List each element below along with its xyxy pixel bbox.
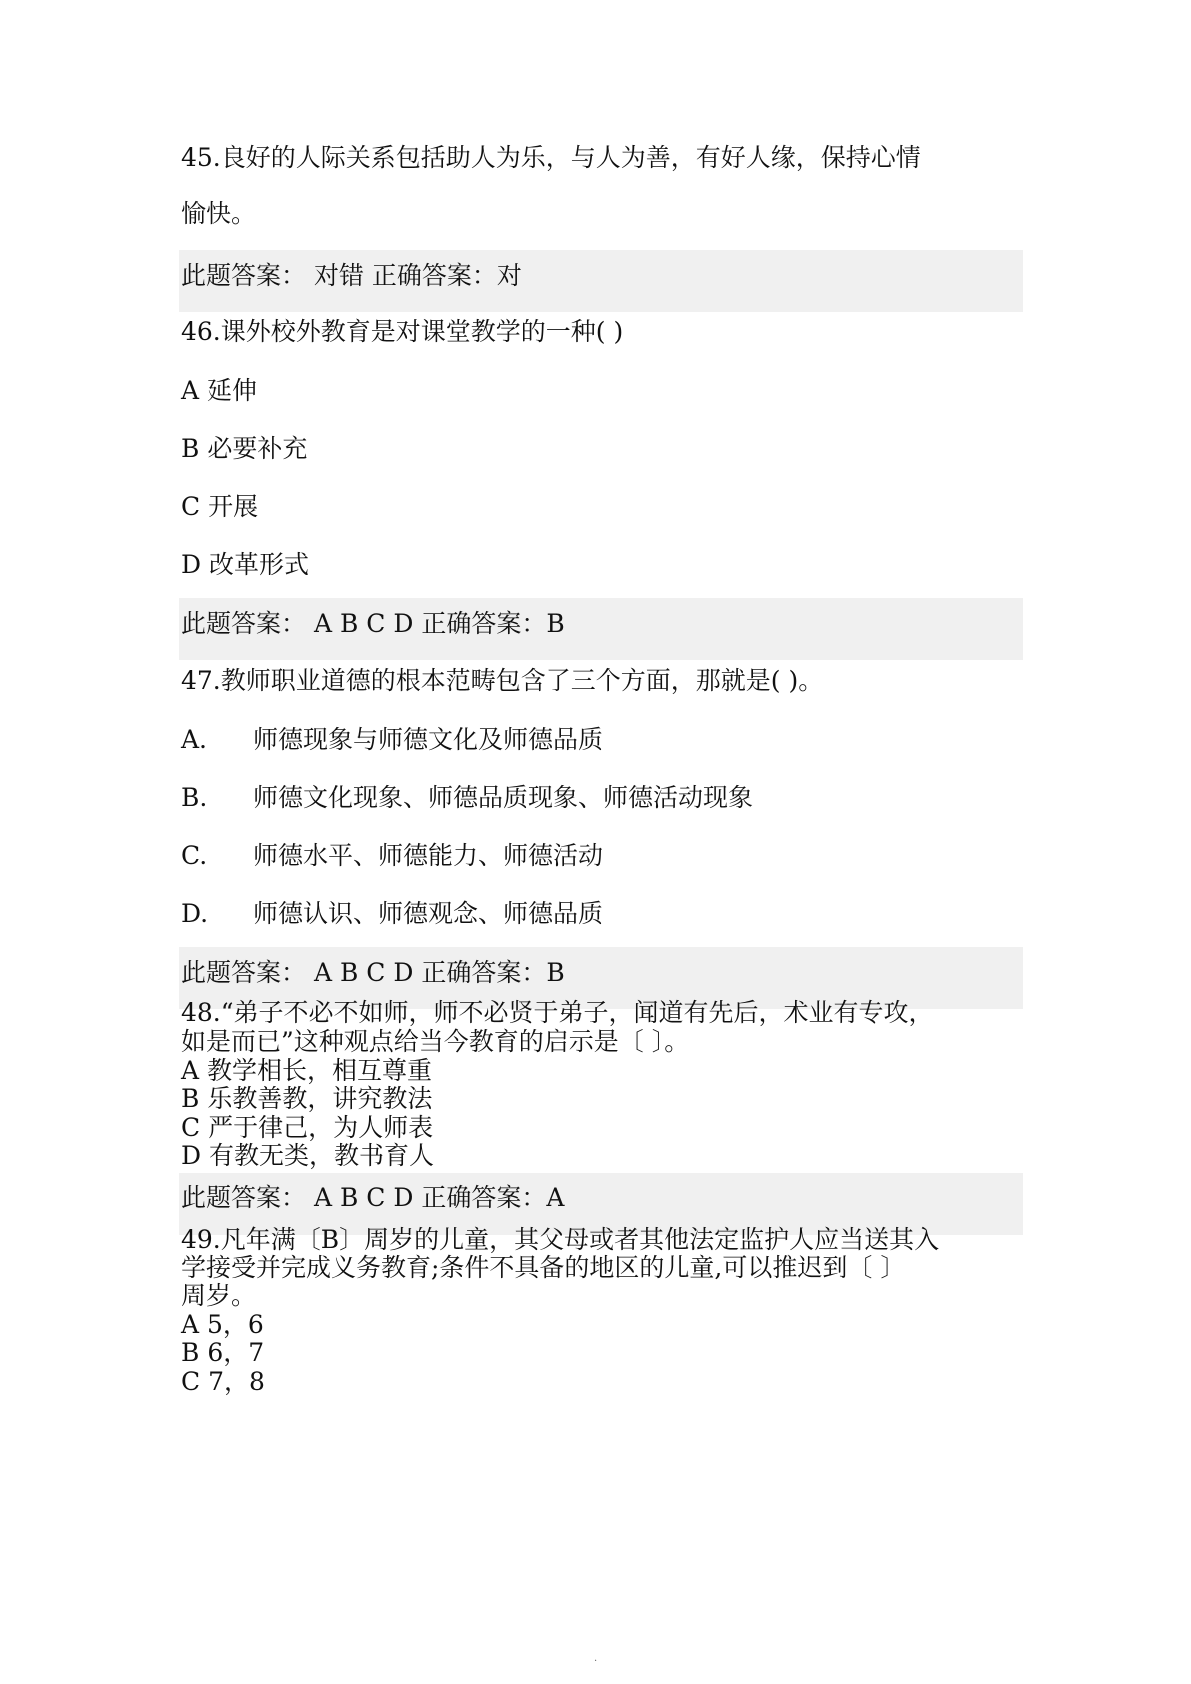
option-text: 师德文化现象、师德品质现象、师德活动现象 (253, 783, 754, 812)
option-letter: C. (181, 841, 208, 870)
answer-47: 此题答案： A B C D 正确答案：B (181, 958, 565, 987)
page-footer-dot: . (594, 1653, 598, 1664)
question-45-line-1: 45.良好的人际关系包括助人为乐，与人为善，有好人缘，保持心情 (181, 143, 921, 172)
option-text: 师德认识、师德观念、师德品质 (253, 899, 604, 928)
question-49-option-b: B 6，7 (181, 1338, 265, 1367)
question-49-option-a: A 5，6 (181, 1310, 264, 1339)
question-48-option-c: C 严于律己，为人师表 (181, 1113, 434, 1142)
option-letter: A. (181, 725, 208, 754)
question-47-option-c (181, 839, 1021, 873)
question-48-option-a: A 教学相长，相互尊重 (181, 1056, 433, 1085)
option-text: 师德水平、师德能力、师德活动 (253, 841, 604, 870)
answer-46: 此题答案： A B C D 正确答案：B (181, 609, 565, 638)
question-46-text: 46.课外校外教育是对课堂教学的一种( ) (181, 317, 624, 346)
question-49-option-c: C 7，8 (181, 1367, 265, 1396)
question-46-option-c: C 开展 (181, 492, 259, 521)
question-48-option-d: D 有教无类，教书育人 (181, 1141, 434, 1170)
answer-45: 此题答案： 对错 正确答案：对 (181, 261, 522, 290)
question-46-option-b: B 必要补充 (181, 434, 308, 463)
question-49-line-3: 周岁。 (181, 1281, 257, 1310)
answer-48: 此题答案： A B C D 正确答案：A (181, 1183, 565, 1212)
question-45-line-2: 愉快。 (181, 199, 257, 228)
question-46-option-a: A 延伸 (181, 376, 258, 405)
option-letter: D. (181, 899, 209, 928)
question-47-option-a (181, 723, 1021, 757)
question-47-option-b (181, 781, 1021, 815)
question-48-line-2: 如是而已”这种观点给当今教育的启示是〔 〕。 (181, 1027, 690, 1056)
option-letter: B. (181, 783, 208, 812)
question-47-text: 47.教师职业道德的根本范畴包含了三个方面，那就是( )。 (181, 666, 824, 695)
question-46-option-d: D 改革形式 (181, 550, 309, 579)
question-48-option-b: B 乐教善教，讲究教法 (181, 1084, 433, 1113)
option-text: 师德现象与师德文化及师德品质 (253, 725, 604, 754)
question-48-line-1: 48.“弟子不必不如师，师不必贤于弟子，闻道有先后，术业有专攻， (181, 998, 934, 1027)
question-49-line-2: 学接受并完成义务教育;条件不具备的地区的儿童,可以推迟到〔 〕 (181, 1253, 906, 1282)
question-49-line-1: 49.凡年满〔B〕周岁的儿童，其父母或者其他法定监护人应当送其入 (181, 1225, 940, 1254)
question-47-option-d (181, 897, 1021, 931)
